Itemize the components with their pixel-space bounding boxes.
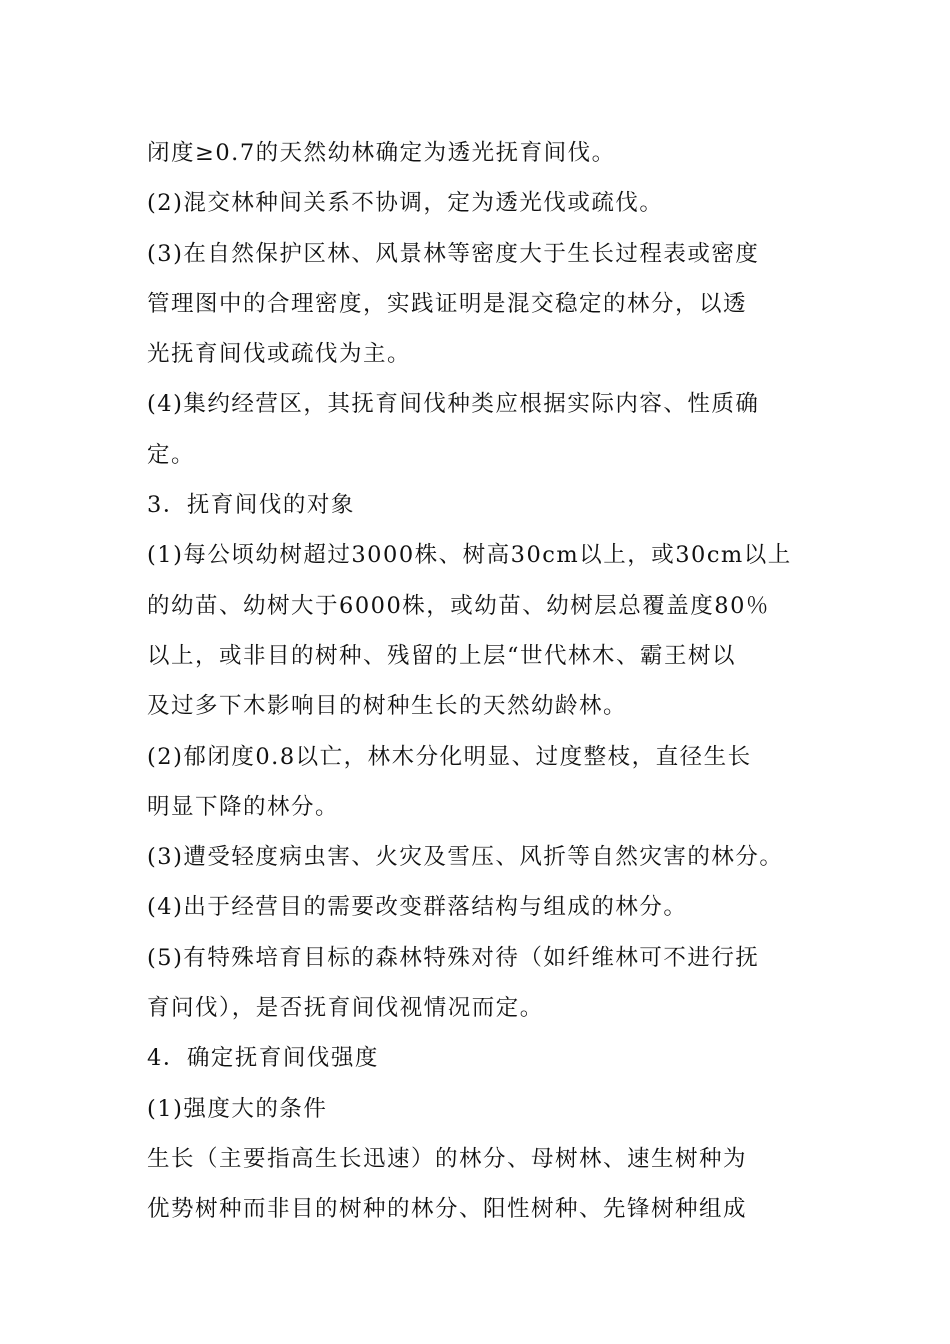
section-heading: 3．抚育间伐的对象 <box>147 492 355 519</box>
text-line: 光抚育间伐或疏伐为主。 <box>147 341 412 368</box>
text-line: (2)郁闭度0.8以亡，林木分化明显、过度整枝，直径生长 <box>147 743 752 770</box>
text-line: 管理图中的合理密度，实践证明是混交稳定的林分，以透 <box>147 290 748 317</box>
text-line: 生长（主要指高生长迅速）的林分、母树林、速生树种为 <box>147 1145 748 1172</box>
text-line: 闭度≥0.7的天然幼林确定为透光抚育间伐。 <box>147 140 616 166</box>
section-heading: 4．确定抚育间伐强度 <box>147 1045 379 1072</box>
text-line: (1)每公顷幼树超过3000株、树高30cm以上，或30cm以上 <box>147 542 792 569</box>
text-line: (1)强度大的条件 <box>147 1095 328 1122</box>
text-line: 育问伐），是否抚育间伐视情况而定。 <box>147 995 544 1022</box>
text-line: (5)有特殊培育目标的森林特殊对待（如纤维林可不进行抚 <box>147 944 760 971</box>
text-line: (3)在自然保护区林、风景林等密度大于生长过程表或密度 <box>147 240 760 267</box>
document-body <box>147 128 819 1235</box>
text-line: (4)出于经营目的需要改变群落结构与组成的林分。 <box>147 894 688 921</box>
text-line: 优势树种而非目的树种的林分、阳性树种、先锋树种组成 <box>147 1196 748 1223</box>
text-line: (2)混交林种间关系不协调，定为透光伐或疏伐。 <box>147 190 664 217</box>
text-line: 的幼苗、幼树大于6000株，或幼苗、幼树层总覆盖度80％ <box>147 592 770 619</box>
text-line: 以上，或非目的树种、残留的上层“世代林木、霸王树以 <box>147 642 737 669</box>
text-line: (3)遭受轻度病虫害、火灾及雪压、风折等自然灾害的林分。 <box>147 844 784 871</box>
text-line: 明显下降的林分。 <box>147 793 340 820</box>
text-line: 及过多下木影响目的树种生长的天然幼龄林。 <box>147 693 628 720</box>
text-line: (4)集约经营区，其抚育间伐种类应根据实际内容、性质确 <box>147 391 760 418</box>
text-line: 定。 <box>147 441 196 468</box>
